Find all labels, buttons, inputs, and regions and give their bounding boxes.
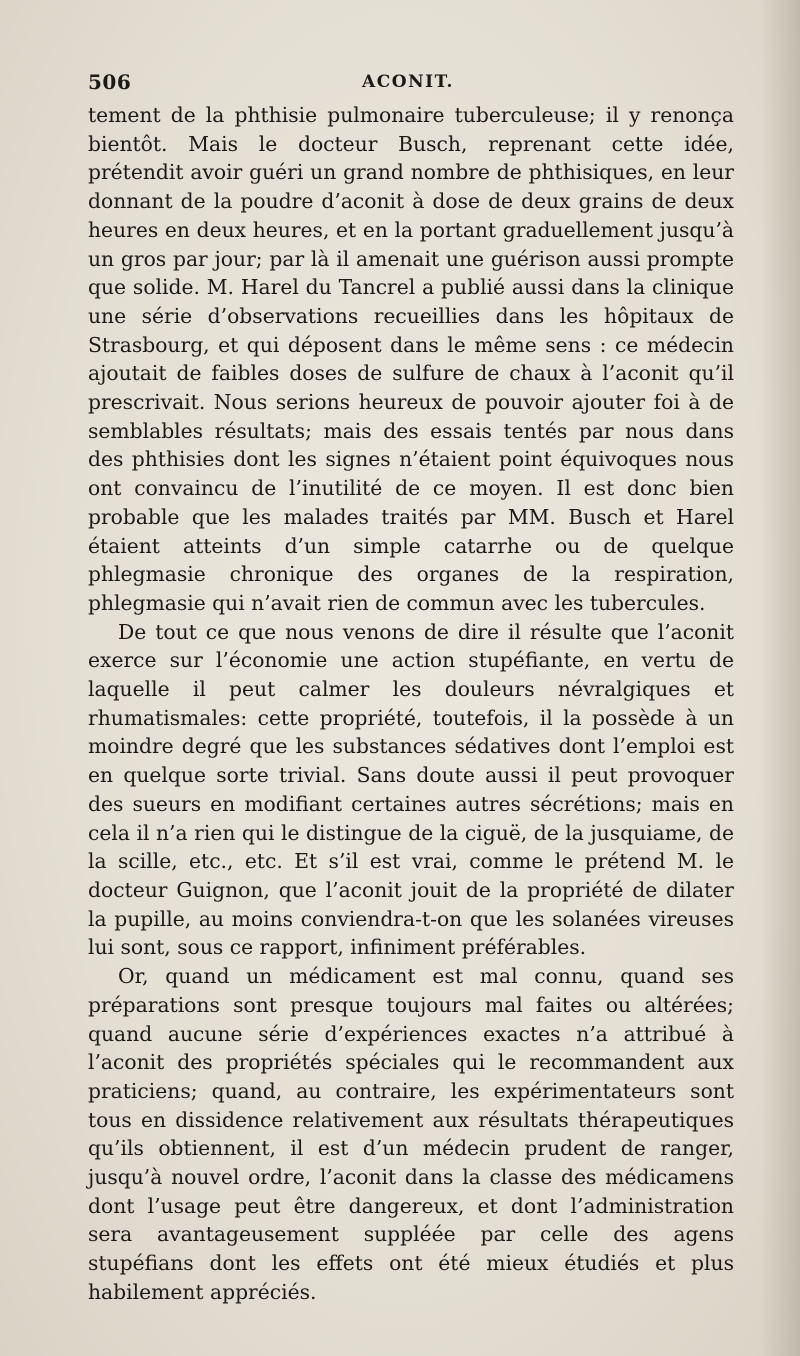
paragraph: De tout ce que nous venons de dire il résulte que l’aconit exerce sur l’économie une action stupéfiante, en vertu de laquelle il peut calmer les douleurs névralgiques et rhumatismales: cette propriété, toutefois, il la possède à un moindre degré que les substances sédatives dont l’emploi est en quelque sorte trivial. Sans doute aussi il peut provoquer des sueurs en modifiant certaines autres sécrétions; mais en cela il n’a rien qui le distingue de la ciguë, de la jusquiame, de la scille, etc., etc. Et s’il est vrai, comme le prétend M. le docteur Guignon, que l’aconit jouit de la propriété de dilater la pupille, au moins conviendra-t-on que les solanées vireuses lui sont, sous ce rapport, infiniment préférables. [88,619,734,960]
paragraph-continued: tement de la phthisie pulmonaire tuberculeuse; il y renonça bientôt. Mais le docteur Busch, reprenant cette idée, prétendit avoir guéri un grand nombre de phthisiques, en leur donnant de la poudre d’aconit à dose de deux grains de deux heures en deux heures, et en la portant graduellement jusqu’à un gros par jour; par là il amenait une guérison aussi prompte que solide. M. Harel du Tancrel a publié aussi dans la clinique une série d’observations recueillies dans les hôpitaux de Strasbourg, et qui déposent dans le même sens : ce médecin ajoutait de faibles doses de sulfure de chaux à l’aconit qu’il prescrivait. Nous serions heureux de pouvoir ajouter foi à de semblables résultats; mais des essais tentés par nous dans des phthisies dont les signes n’étaient point équivoques nous ont convaincu de l’inutilité de ce moyen. Il est donc bien probable que les malades traités par MM. Busch et Harel étaient atteints d’un simple catarrhe ou de quelque phlegmasie chronique des organes de la respiration, phlegmasie qui n’avait rien de commun avec les tubercules. [88,103,734,615]
gutter-shadow [760,0,800,1356]
running-head: ACONIT. [362,72,454,92]
page-number: 506 [88,70,132,94]
paragraph: Or, quand un médicament est mal connu, quand ses préparations sont presque toujours mal faites ou altérées; quand aucune série d’expériences exactes n’a attribué à l’aconit des propriétés spéciales qui le recommandent aux praticiens; quand, au contraire, les expérimentateurs sont tous en dissidence relativement aux résultats thérapeutiques qu’ils obtiennent, il est d’un médecin prudent de ranger, jusqu’à nouvel ordre, l’aconit dans la classe des médicamens dont l’usage peut être dangereux, et dont l’administration sera avantageusement suppléée par celle des agens stupéfians dont les effets ont été mieux étudiés et plus habilement appréciés. [88,964,734,1304]
page-header [88,70,728,100]
body-text [88,101,734,1307]
